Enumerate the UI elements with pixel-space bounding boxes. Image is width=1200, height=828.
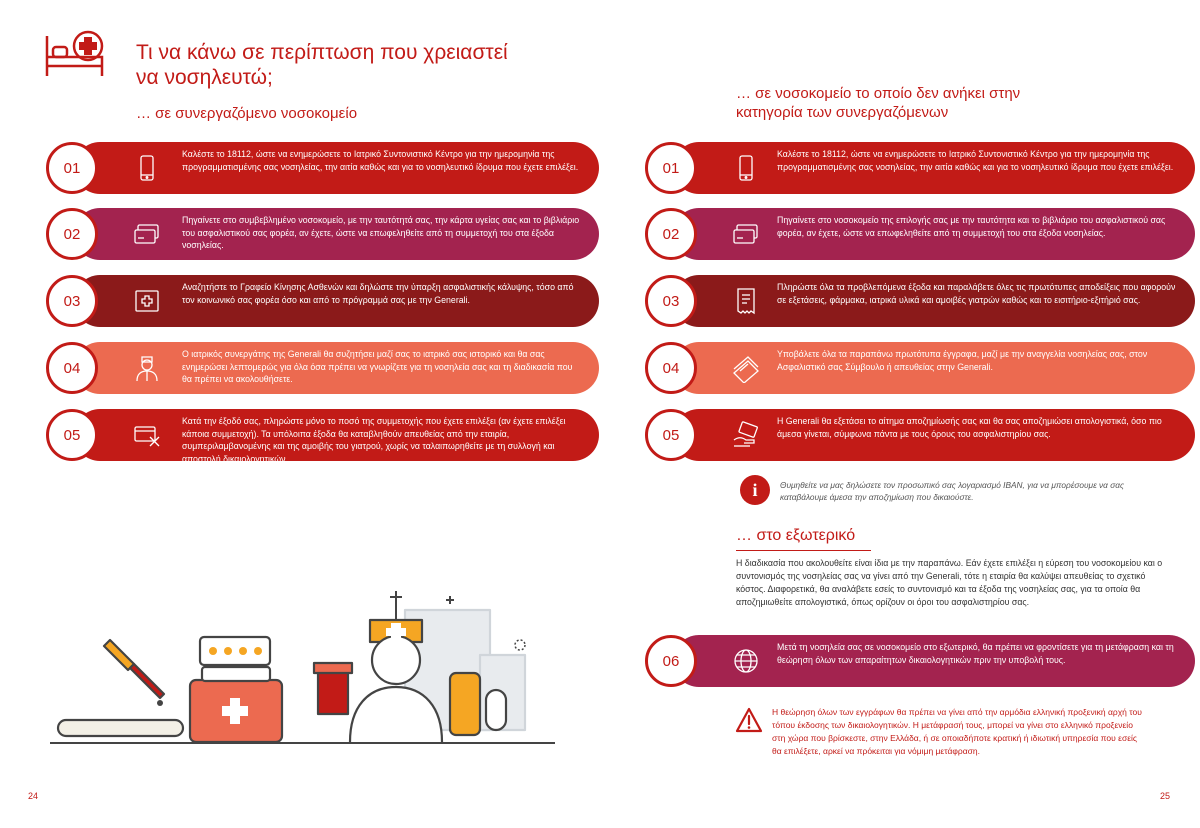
step-text: Καλέστε το 18112, ώστε να ενημερώσετε το Ιατρικό Συντονιστικό Κέντρο για την ημερομηνία της προγραμματισμένης σας νοσηλείας, την αιτία καθώς και για το νοσηλευτικό ίδρυμα που έχετε επιλέξει.	[777, 149, 1174, 172]
right-step-5	[645, 409, 1200, 461]
step-number: 02	[46, 208, 98, 260]
medical-box-icon	[132, 286, 162, 316]
step-number: 03	[46, 275, 98, 327]
left-step-2	[46, 208, 606, 260]
step-text: Πληρώστε όλα τα προβλεπόμενα έξοδα και παραλάβετε όλες τις πρωτότυπες αποδείξεις που αφορούν σε εξετάσεις, φάρμακα, ιατρικά υλικά και αμοιβές γιατρών καθώς και το εισιτήριο-εξιτήριό σας.	[777, 282, 1176, 305]
payment-hand-icon	[731, 420, 761, 450]
hospital-bed-icon	[44, 30, 108, 80]
step-text: Μετά τη νοσηλεία σας σε νοσοκομείο στο εξωτερικό, θα πρέπει να φροντίσετε για τη μετάφραση και τη θεώρηση όλων των απαραίτητων δικαιολογητικών πριν την υποβολή τους.	[777, 642, 1174, 665]
medical-illustration	[50, 585, 555, 745]
info-icon: i	[740, 475, 770, 505]
step-number: 05	[645, 409, 697, 461]
warning-note: Η θεώρηση όλων των εγγράφων θα πρέπει να γίνει από την αρμόδια ελληνική προξενική αρχή του τόπου έκδοσης των δικαιολογητικών. Η μετάφρασή τους, μπορεί να γίνει στο ελληνικό προξενείο στη χώρα που βρίσκεστε, στην Ελλάδα, ή σε οποιαδήποτε κρατική ή ιδιωτική υπηρεσία που εσείς θα επιλέξετε, αρκεί να πρόκειται για νόμιμη μετάφραση.	[772, 707, 1142, 756]
documents-icon	[731, 353, 761, 383]
page-number-right: 25	[1160, 791, 1171, 801]
step-number: 01	[46, 142, 98, 194]
step-number: 06	[645, 635, 697, 687]
cards-icon	[731, 219, 761, 249]
warning-icon	[735, 707, 763, 733]
right-step-1	[645, 142, 1200, 194]
step-text: Η Generali θα εξετάσει το αίτημα αποζημίωσής σας και θα σας αποζημιώσει απολογιστικά, όσο πιο άμεσα γίνεται, σύμφωνα πάντα με τους όρους του ασφαλιστηρίου σας.	[777, 416, 1162, 439]
step-number: 04	[645, 342, 697, 394]
page-number-left: 24	[28, 791, 39, 801]
cards-icon	[132, 219, 162, 249]
step-number: 05	[46, 409, 98, 461]
right-step-6	[645, 635, 1200, 687]
left-step-5	[46, 409, 606, 464]
card-cancel-icon	[132, 420, 162, 450]
phone-icon	[731, 153, 761, 183]
step-number: 02	[645, 208, 697, 260]
step-text: Πηγαίνετε στο νοσοκομείο της επιλογής σας με την ταυτότητα και το βιβλιάριο του ασφαλιστικού σας φορέα, αν έχετε, ώστε να επωφεληθείτε από τη συμμετοχή του στα έξοδα νοσηλείας.	[777, 215, 1166, 238]
abroad-divider	[736, 550, 871, 551]
step-text: Ο ιατρικός συνεργάτης της Generali θα συζητήσει μαζί σας το ιατρικό σας ιστορικό και θα σας ενημερώσει λεπτομερώς για όλα όσα πρέπει να γνωρίζετε για τη νοσηλεία σας και τη διαδικασία που θα πρέπει να ακολουθήσετε.	[182, 349, 573, 384]
globe-icon	[731, 646, 761, 676]
phone-icon	[132, 153, 162, 183]
left-step-3	[46, 275, 606, 327]
doctor-icon	[132, 353, 162, 383]
step-text: Αναζητήστε το Γραφείο Κίνησης Ασθενών και δηλώστε την ύπαρξη ασφαλιστικής κάλυψης, τόσο από τον κοινωνικό σας φορέα όσο και από το πρόγραμμά σας με την Generali.	[182, 282, 574, 305]
step-number: 01	[645, 142, 697, 194]
right-step-4	[645, 342, 1200, 394]
right-step-2	[645, 208, 1200, 260]
page-title: Τι να κάνω σε περίπτωση που χρειαστεί να νοσηλευτώ;	[136, 41, 508, 89]
step-text: Κατά την έξοδό σας, πληρώστε μόνο το ποσό της συμμετοχής που έχετε επιλέξει (αν έχετε επιλέξει κάποια συμμετοχή). Τα υπόλοιπα έξοδα θα καταβληθούν απευθείας από την εταιρία, συμπεριλαμβανομένης και της αμοιβής του γιατρού, χωρίς να ταλαιπωρηθείτε με τη συλλογή και αποστολή δικαιολογητικών.	[182, 416, 566, 464]
receipt-icon	[731, 286, 761, 316]
left-subtitle: … σε συνεργαζόμενο νοσοκομείο	[136, 105, 358, 122]
right-step-3	[645, 275, 1200, 327]
left-step-4	[46, 342, 606, 394]
step-number: 04	[46, 342, 98, 394]
right-subtitle: … σε νοσοκομείο το οποίο δεν ανήκει στην κατηγορία των συνεργαζόμενων	[736, 85, 1021, 121]
step-text: Υποβάλετε όλα τα παραπάνω πρωτότυπα έγγραφα, μαζί με την αναγγελία νοσηλείας σας, στον Ασφαλιστικό σας Σύμβουλο ή απευθείας στην Generali.	[777, 349, 1148, 372]
step-text: Πηγαίνετε στο συμβεβλημένο νοσοκομείο, με την ταυτότητά σας, την κάρτα υγείας σας και το βιβλιάριο του ασφαλιστικού σας φορέα, αν έχετε, ώστε να επωφεληθείτε από τη συμμετοχή του στα έξοδα νοσηλείας.	[182, 215, 580, 250]
step-number: 03	[645, 275, 697, 327]
step-text: Καλέστε το 18112, ώστε να ενημερώσετε το Ιατρικό Συντονιστικό Κέντρο για την ημερομηνία της προγραμματισμένης σας νοσηλείας, την αιτία καθώς και για το νοσηλευτικό ίδρυμα που έχετε επιλέξει.	[182, 149, 579, 172]
info-note: Θυμηθείτε να μας δηλώσετε τον προσωπικό σας λογαριασμό IBAN, για να μπορέσουμε να σας καταβάλουμε άμεσα την αποζημίωση που δικαιούστε.	[780, 480, 1124, 502]
abroad-title: … στο εξωτερικό	[736, 527, 856, 544]
left-step-1	[46, 142, 606, 194]
abroad-text: Η διαδικασία που ακολουθείτε είναι ίδια με την παραπάνω. Εάν έχετε επιλέξει η εύρεση του νοσοκομείου και ο συντονισμός της νοσηλείας σας να γίνει από την Generali, τότε η εταιρία θα καλύψει απευθείας το σχετικό κόστος. Διαφορετικά, θα αναλάβετε εσείς το συντονισμό και τα έξοδα της νοσηλείας σας, για τα οποία θα αποζημιωθείτε απολογιστικά, όπως ορίζουν οι όροι του ασφαλιστηρίου σας.	[736, 558, 1163, 607]
